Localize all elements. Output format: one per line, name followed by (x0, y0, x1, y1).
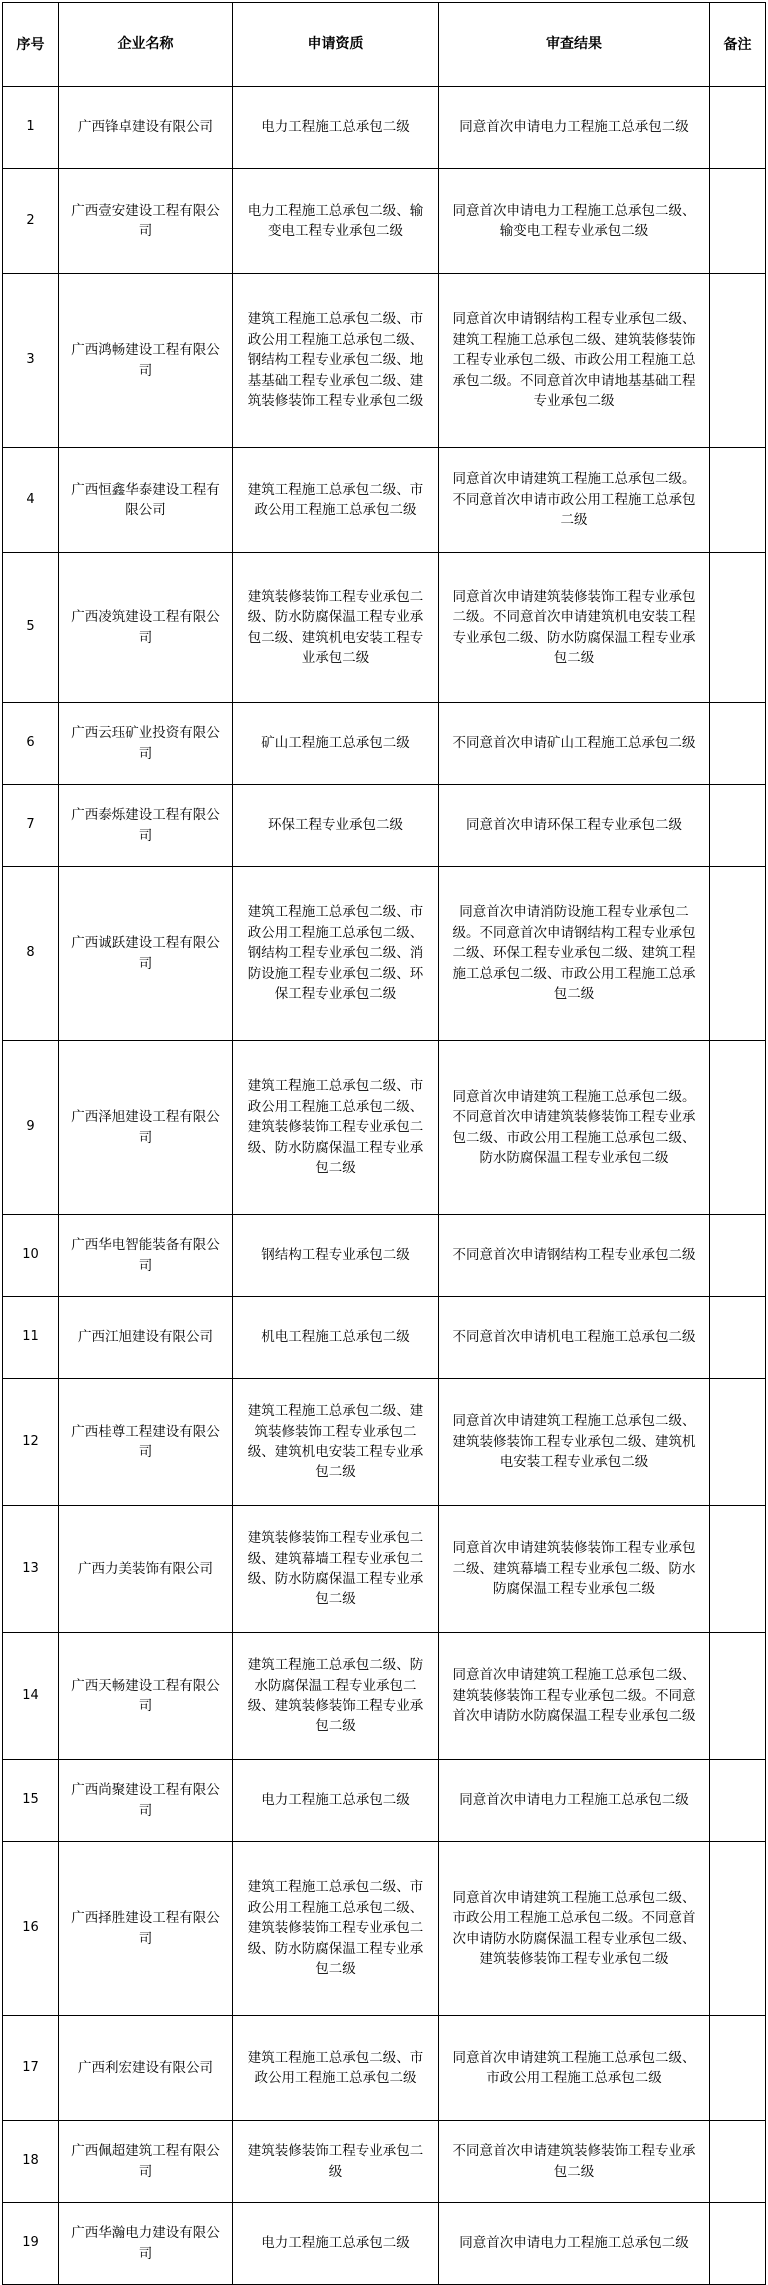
cell-result: 同意首次申请建筑工程施工总承包二级、市政公用工程施工总承包二级。不同意首次申请防水防腐保温工程专业承包二级、建筑装修装饰工程专业承包二级 (439, 1842, 710, 2016)
cell-result: 同意首次申请电力工程施工总承包二级、输变电工程专业承包二级 (439, 169, 710, 274)
cell-result: 同意首次申请环保工程专业承包二级 (439, 785, 710, 867)
cell-note (710, 1379, 766, 1506)
cell-qualification: 电力工程施工总承包二级 (233, 1760, 439, 1842)
cell-qualification: 建筑工程施工总承包二级、市政公用工程施工总承包二级、建筑装修装饰工程专业承包二级、防水防腐保温工程专业承包二级 (233, 1041, 439, 1215)
cell-result: 不同意首次申请钢结构工程专业承包二级 (439, 1215, 710, 1297)
qualification-review-table (2, 2, 766, 2285)
cell-result: 同意首次申请建筑工程施工总承包二级。不同意首次申请市政公用工程施工总承包二级 (439, 448, 710, 553)
cell-qualification: 建筑工程施工总承包二级、市政公用工程施工总承包二级 (233, 448, 439, 553)
cell-note (710, 1842, 766, 2016)
cell-seq: 4 (3, 448, 59, 553)
table-row (3, 2016, 766, 2121)
cell-qualification: 建筑工程施工总承包二级、建筑装修装饰工程专业承包二级、建筑机电安装工程专业承包二级 (233, 1379, 439, 1506)
cell-company: 广西恒鑫华泰建设工程有限公司 (59, 448, 233, 553)
cell-result: 同意首次申请电力工程施工总承包二级 (439, 1760, 710, 1842)
cell-seq: 9 (3, 1041, 59, 1215)
cell-company: 广西云珏矿业投资有限公司 (59, 703, 233, 785)
cell-qualification: 电力工程施工总承包二级 (233, 2203, 439, 2285)
cell-company: 广西壹安建设工程有限公司 (59, 169, 233, 274)
cell-note (710, 553, 766, 703)
cell-company: 广西择胜建设工程有限公司 (59, 1842, 233, 2016)
cell-qualification: 钢结构工程专业承包二级 (233, 1215, 439, 1297)
cell-seq: 14 (3, 1633, 59, 1760)
cell-result: 同意首次申请建筑工程施工总承包二级、建筑装修装饰工程专业承包二级、建筑机电安装工程专业承包二级 (439, 1379, 710, 1506)
table-row (3, 1633, 766, 1760)
cell-qualification: 建筑装修装饰工程专业承包二级 (233, 2121, 439, 2203)
cell-qualification: 环保工程专业承包二级 (233, 785, 439, 867)
cell-seq: 15 (3, 1760, 59, 1842)
table-body (3, 87, 766, 2285)
cell-result: 同意首次申请建筑工程施工总承包二级。不同意首次申请建筑装修装饰工程专业承包二级、市政公用工程施工总承包二级、防水防腐保温工程专业承包二级 (439, 1041, 710, 1215)
table-header-row (3, 3, 766, 87)
cell-seq: 17 (3, 2016, 59, 2121)
cell-note (710, 1760, 766, 1842)
header-result: 审查结果 (439, 3, 710, 87)
approval-table-document (2, 2, 766, 2285)
cell-seq: 16 (3, 1842, 59, 2016)
cell-company: 广西泰烁建设工程有限公司 (59, 785, 233, 867)
cell-result: 不同意首次申请矿山工程施工总承包二级 (439, 703, 710, 785)
cell-seq: 11 (3, 1297, 59, 1379)
cell-result: 不同意首次申请机电工程施工总承包二级 (439, 1297, 710, 1379)
table-row (3, 867, 766, 1041)
cell-seq: 18 (3, 2121, 59, 2203)
cell-seq: 10 (3, 1215, 59, 1297)
cell-result: 同意首次申请建筑装修装饰工程专业承包二级。不同意首次申请建筑机电安装工程专业承包二级、防水防腐保温工程专业承包二级 (439, 553, 710, 703)
cell-seq: 6 (3, 703, 59, 785)
header-company: 企业名称 (59, 3, 233, 87)
cell-result: 同意首次申请钢结构工程专业承包二级、建筑工程施工总承包二级、建筑装修装饰工程专业承包二级、市政公用工程施工总承包二级。不同意首次申请地基基础工程专业承包二级 (439, 274, 710, 448)
table-row (3, 1379, 766, 1506)
table-row (3, 1760, 766, 1842)
cell-note (710, 785, 766, 867)
cell-qualification: 电力工程施工总承包二级、输变电工程专业承包二级 (233, 169, 439, 274)
table-row (3, 703, 766, 785)
cell-company: 广西力美装饰有限公司 (59, 1506, 233, 1633)
cell-qualification: 建筑工程施工总承包二级、市政公用工程施工总承包二级、钢结构工程专业承包二级、地基基础工程专业承包二级、建筑装修装饰工程专业承包二级 (233, 274, 439, 448)
cell-company: 广西桂尊工程建设有限公司 (59, 1379, 233, 1506)
table-row (3, 2121, 766, 2203)
header-qualification: 申请资质 (233, 3, 439, 87)
cell-seq: 19 (3, 2203, 59, 2285)
table-row (3, 274, 766, 448)
cell-note (710, 274, 766, 448)
cell-qualification: 建筑工程施工总承包二级、防水防腐保温工程专业承包二级、建筑装修装饰工程专业承包二级 (233, 1633, 439, 1760)
cell-note (710, 448, 766, 553)
cell-note (710, 169, 766, 274)
cell-result: 不同意首次申请建筑装修装饰工程专业承包二级 (439, 2121, 710, 2203)
cell-company: 广西天畅建设工程有限公司 (59, 1633, 233, 1760)
cell-qualification: 机电工程施工总承包二级 (233, 1297, 439, 1379)
cell-company: 广西鸿畅建设工程有限公司 (59, 274, 233, 448)
cell-note (710, 1215, 766, 1297)
cell-note (710, 2121, 766, 2203)
cell-company: 广西江旭建设有限公司 (59, 1297, 233, 1379)
cell-note (710, 1506, 766, 1633)
cell-company: 广西凌筑建设工程有限公司 (59, 553, 233, 703)
header-note: 备注 (710, 3, 766, 87)
cell-note (710, 2203, 766, 2285)
table-row (3, 785, 766, 867)
cell-note (710, 1041, 766, 1215)
cell-qualification: 建筑装修装饰工程专业承包二级、防水防腐保温工程专业承包二级、建筑机电安装工程专业承包二级 (233, 553, 439, 703)
cell-company: 广西诚跃建设工程有限公司 (59, 867, 233, 1041)
cell-qualification: 矿山工程施工总承包二级 (233, 703, 439, 785)
cell-seq: 13 (3, 1506, 59, 1633)
cell-result: 同意首次申请建筑装修装饰工程专业承包二级、建筑幕墙工程专业承包二级、防水防腐保温工程专业承包二级 (439, 1506, 710, 1633)
cell-note (710, 867, 766, 1041)
table-row (3, 1506, 766, 1633)
cell-note (710, 1297, 766, 1379)
cell-note (710, 87, 766, 169)
cell-result: 同意首次申请电力工程施工总承包二级 (439, 87, 710, 169)
cell-seq: 12 (3, 1379, 59, 1506)
cell-qualification: 建筑装修装饰工程专业承包二级、建筑幕墙工程专业承包二级、防水防腐保温工程专业承包二级 (233, 1506, 439, 1633)
cell-company: 广西泽旭建设工程有限公司 (59, 1041, 233, 1215)
cell-seq: 3 (3, 274, 59, 448)
table-row (3, 1297, 766, 1379)
cell-seq: 2 (3, 169, 59, 274)
table-row (3, 2203, 766, 2285)
cell-result: 同意首次申请建筑工程施工总承包二级、建筑装修装饰工程专业承包二级。不同意首次申请防水防腐保温工程专业承包二级 (439, 1633, 710, 1760)
table-row (3, 1041, 766, 1215)
cell-company: 广西锋卓建设有限公司 (59, 87, 233, 169)
cell-qualification: 建筑工程施工总承包二级、市政公用工程施工总承包二级、钢结构工程专业承包二级、消防设施工程专业承包二级、环保工程专业承包二级 (233, 867, 439, 1041)
cell-qualification: 建筑工程施工总承包二级、市政公用工程施工总承包二级 (233, 2016, 439, 2121)
cell-company: 广西佩超建筑工程有限公司 (59, 2121, 233, 2203)
table-row (3, 87, 766, 169)
cell-qualification: 建筑工程施工总承包二级、市政公用工程施工总承包二级、建筑装修装饰工程专业承包二级、防水防腐保温工程专业承包二级 (233, 1842, 439, 2016)
cell-result: 同意首次申请消防设施工程专业承包二级。不同意首次申请钢结构工程专业承包二级、环保工程专业承包二级、建筑工程施工总承包二级、市政公用工程施工总承包二级 (439, 867, 710, 1041)
table-row (3, 1215, 766, 1297)
cell-result: 同意首次申请电力工程施工总承包二级 (439, 2203, 710, 2285)
cell-company: 广西华电智能装备有限公司 (59, 1215, 233, 1297)
table-row (3, 1842, 766, 2016)
header-seq: 序号 (3, 3, 59, 87)
table-row (3, 448, 766, 553)
cell-seq: 5 (3, 553, 59, 703)
cell-note (710, 2016, 766, 2121)
table-row (3, 169, 766, 274)
cell-seq: 8 (3, 867, 59, 1041)
cell-company: 广西华瀚电力建设有限公司 (59, 2203, 233, 2285)
cell-seq: 1 (3, 87, 59, 169)
cell-seq: 7 (3, 785, 59, 867)
cell-note (710, 703, 766, 785)
cell-company: 广西利宏建设有限公司 (59, 2016, 233, 2121)
cell-result: 同意首次申请建筑工程施工总承包二级、市政公用工程施工总承包二级 (439, 2016, 710, 2121)
table-row (3, 553, 766, 703)
cell-qualification: 电力工程施工总承包二级 (233, 87, 439, 169)
cell-company: 广西尚聚建设工程有限公司 (59, 1760, 233, 1842)
cell-note (710, 1633, 766, 1760)
